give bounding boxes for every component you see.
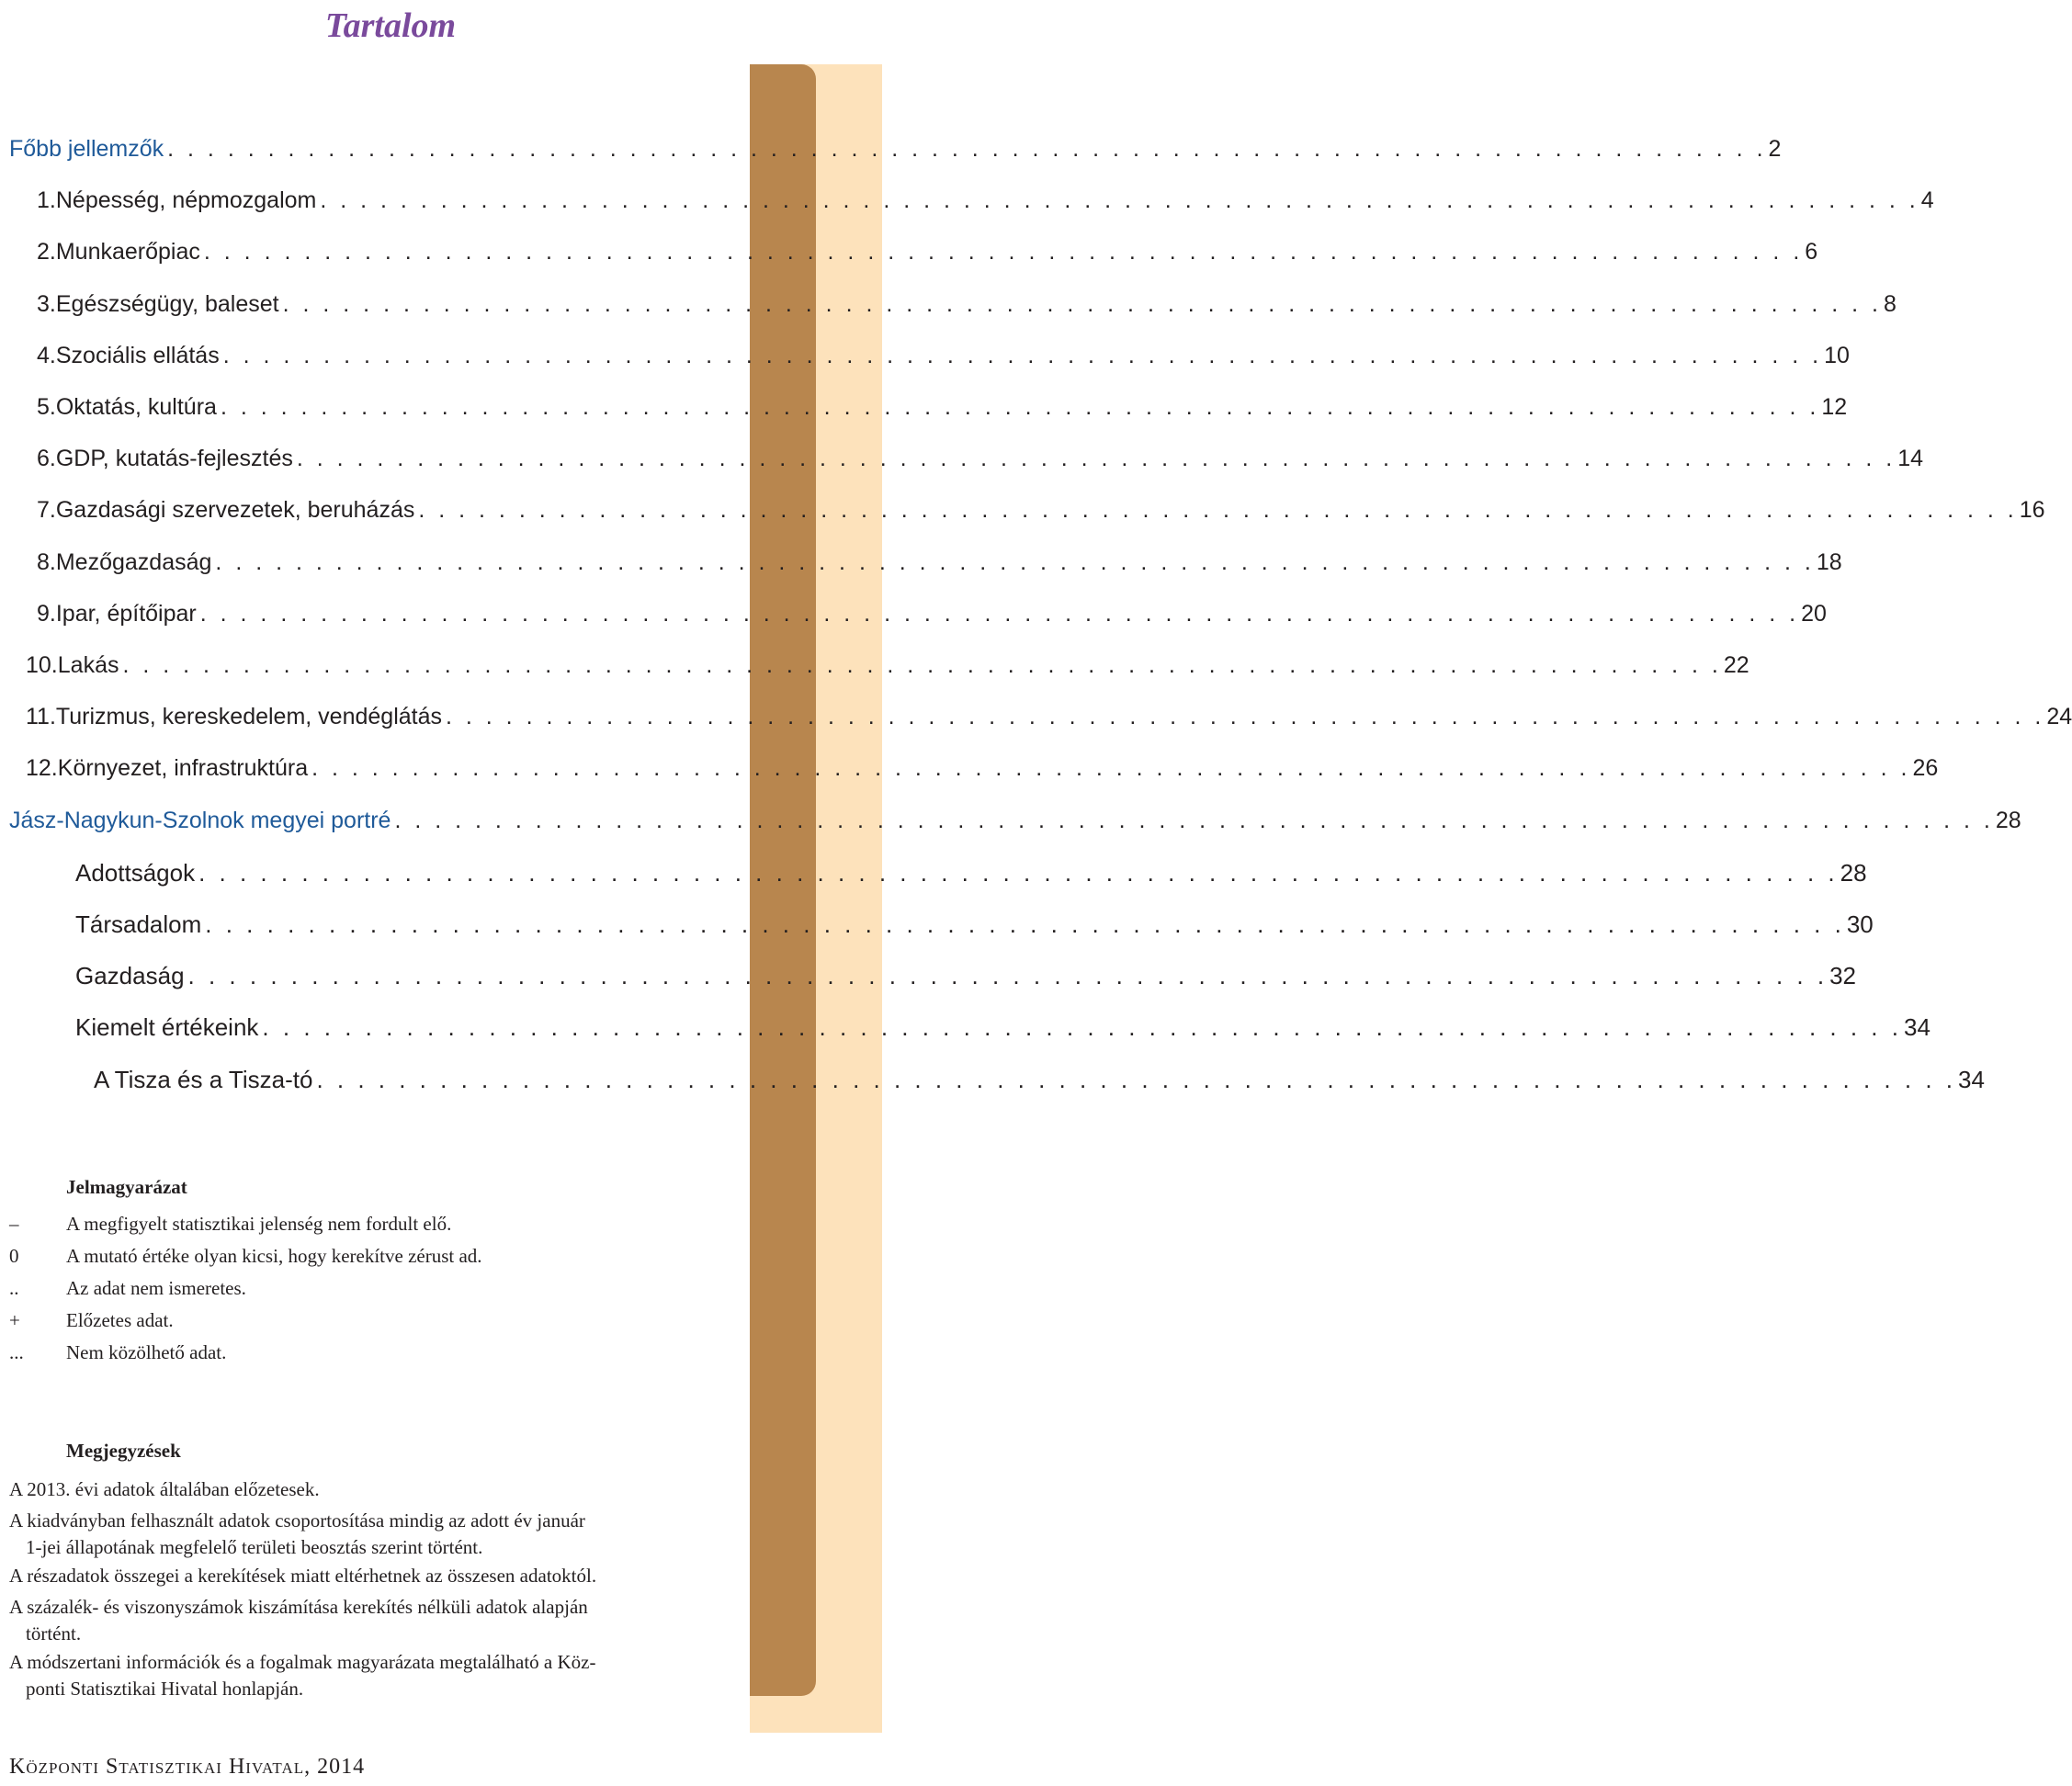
legend-text: Az adat nem ismeretes.	[66, 1277, 246, 1299]
toc-leader-dots: . . . . . . . . . . . . . . . . . . . . . . . . . . . . . . . . . . . . . . . . . . . . . . . . . . . . . . . . . . . . . . . . . . . . . . . . . . . . . . . .	[282, 290, 1882, 317]
legend-text: A megfigyelt statisztikai jelenség nem fordult elő.	[66, 1213, 452, 1235]
toc-entry-label: Főbb jellemzők	[9, 136, 164, 162]
toc-entry-number: 5.	[37, 394, 56, 420]
toc-entry[interactable]	[37, 342, 1850, 369]
note-item	[9, 1476, 708, 1503]
toc-leader-dots: . . . . . . . . . . . . . . . . . . . . . . . . . . . . . . . . . . . . . . . . . . . . . . . . . . . . . . . . . . . . . . . . . . . . . . . . . . . . . . . .	[320, 187, 1919, 214]
toc-leader-dots: . . . . . . . . . . . . . . . . . . . . . . . . . . . . . . . . . . . . . . . . . . . . . . . . . . . . . . . . . . . . . . . . . . . . . . . . . . . . . . . .	[122, 652, 1722, 678]
toc-entry-page: 34	[1903, 1013, 1930, 1042]
legend-text: Előzetes adat.	[66, 1309, 174, 1331]
toc-entry-label: Oktatás, kultúra	[55, 394, 217, 420]
toc-entry[interactable]	[26, 704, 2072, 730]
toc-entry-number: 11.	[26, 704, 56, 730]
toc-leader-dots: . . . . . . . . . . . . . . . . . . . . . . . . . . . . . . . . . . . . . . . . . . . . . . . . . . . . . . . . . . . . . . . . . . . . . . . . . . . . . . . .	[199, 600, 1800, 627]
legend-item	[9, 1341, 226, 1364]
toc-leader-dots: . . . . . . . . . . . . . . . . . . . . . . . . . . . . . . . . . . . . . . . . . . . . . . . . . . . . . . . . . . . . . . . . . . . . . . . . . . . . . . . .	[222, 342, 1823, 368]
toc-entry-page: 2	[1768, 136, 1782, 162]
toc-entry-label: Munkaerőpiac	[55, 239, 200, 266]
toc-leader-dots: . . . . . . . . . . . . . . . . . . . . . . . . . . . . . . . . . . . . . . . . . . . . . . . . . . . . . . . . . . . . . . . . . . . . . . . . . . . . . . . .	[316, 1065, 1956, 1093]
toc-entry[interactable]	[75, 858, 1867, 887]
toc-entry-number: 9.	[37, 600, 56, 627]
note-text: A százalék- és viszonyszámok kiszámítása kerekítés nélküli adatok alapján	[9, 1596, 588, 1618]
toc-entry[interactable]	[75, 962, 1857, 990]
toc-leader-dots: . . . . . . . . . . . . . . . . . . . . . . . . . . . . . . . . . . . . . . . . . . . . . . . . . . . . . . . . . . . . . . . . . . . . . . . . . . . . . . . .	[311, 755, 1911, 782]
toc-leader-dots: . . . . . . . . . . . . . . . . . . . . . . . . . . . . . . . . . . . . . . . . . . . . . . . . . . . . . . . . . . . . . . . . . . . . . . . . . . . . . . . .	[203, 239, 1804, 266]
toc-entry-page: 18	[1816, 548, 1842, 575]
toc-entry[interactable]	[9, 136, 1782, 163]
toc-entry-label: Ipar, építőipar	[55, 600, 197, 627]
toc-entry-page: 32	[1829, 962, 1857, 990]
toc-entry-label: Egészségügy, baleset	[55, 290, 279, 317]
toc-entry[interactable]	[37, 548, 1842, 576]
toc-entry-number: 1.	[37, 187, 56, 214]
toc-entry-number: 3.	[37, 290, 56, 317]
legend-symbol: –	[9, 1213, 19, 1235]
legend-text: Nem közölhető adat.	[66, 1341, 227, 1363]
toc-entry[interactable]	[75, 910, 1874, 939]
toc-entry[interactable]	[37, 239, 1818, 266]
note-text-continued: történt.	[26, 1622, 82, 1645]
note-text: A 2013. évi adatok általában előzetesek.	[9, 1478, 320, 1500]
toc-entry[interactable]	[37, 187, 1934, 214]
toc-leader-dots: . . . . . . . . . . . . . . . . . . . . . . . . . . . . . . . . . . . . . . . . . . . . . . . . . . . . . . . . . . . . . . . . . . . . . . . . . . . . . . . .	[167, 136, 1767, 162]
toc-leader-dots: . . . . . . . . . . . . . . . . . . . . . . . . . . . . . . . . . . . . . . . . . . . . . . . . . . . . . . . . . . . . . . . . . . . . . . . . . . . . . . . .	[262, 1013, 1902, 1042]
legend-item	[9, 1213, 451, 1236]
toc-entry-page: 28	[1995, 807, 2021, 833]
toc-entry-page: 30	[1846, 910, 1874, 938]
toc-entry-page: 8	[1884, 290, 1897, 317]
footer-publisher: Központi Statisztikai Hivatal, 2014	[9, 1755, 366, 1779]
legend-item	[9, 1309, 174, 1332]
toc-entry-label: Adottságok	[75, 858, 196, 887]
legend-item	[9, 1245, 482, 1268]
toc-entry[interactable]	[37, 497, 2045, 524]
toc-leader-dots: . . . . . . . . . . . . . . . . . . . . . . . . . . . . . . . . . . . . . . . . . . . . . . . . . . . . . . . . . . . . . . . . . . . . . . . . . . . . . . . .	[446, 704, 2045, 730]
toc-entry-number: 7.	[37, 497, 56, 524]
toc-entry[interactable]	[9, 807, 2021, 834]
toc-entry-number: 8.	[37, 548, 56, 575]
toc-entry-number: 12.	[26, 755, 58, 782]
legend-title: Jelmagyarázat	[66, 1176, 187, 1198]
toc-leader-dots: . . . . . . . . . . . . . . . . . . . . . . . . . . . . . . . . . . . . . . . . . . . . . . . . . . . . . . . . . . . . . . . . . . . . . . . . . . . . . . . .	[205, 910, 1845, 938]
toc-entry-page: 16	[2019, 497, 2045, 524]
toc-entry-label: Gazdaság	[75, 962, 185, 990]
toc-entry-label: Turizmus, kereskedelem, vendéglátás	[55, 704, 442, 730]
toc-entry-page: 26	[1912, 755, 1939, 782]
toc-entry-label: Népesség, népmozgalom	[55, 187, 317, 214]
toc-entry[interactable]	[37, 446, 1924, 472]
toc-entry-page: 22	[1723, 652, 1749, 678]
note-text: A kiadványban felhasznált adatok csoportosítása mindig az adott év január	[9, 1509, 585, 1532]
toc-entry[interactable]	[37, 394, 1848, 421]
toc-entry-page: 6	[1805, 239, 1818, 266]
toc-entry-page: 34	[1958, 1065, 1985, 1093]
toc-entry-label: GDP, kutatás-fejlesztés	[55, 446, 293, 472]
toc-entry-page: 28	[1840, 858, 1867, 887]
toc-entry-page: 10	[1824, 342, 1850, 368]
toc-entry-number: 6.	[37, 446, 56, 472]
legend-symbol: +	[9, 1309, 20, 1331]
toc-entry[interactable]	[26, 652, 1749, 679]
toc-entry[interactable]	[94, 1065, 1985, 1094]
toc-entry-label: Jász-Nagykun-Szolnok megyei portré	[9, 807, 391, 833]
toc-entry[interactable]	[75, 1013, 1930, 1042]
note-text-continued: ponti Statisztikai Hivatal honlapján.	[26, 1678, 304, 1700]
toc-leader-dots: . . . . . . . . . . . . . . . . . . . . . . . . . . . . . . . . . . . . . . . . . . . . . . . . . . . . . . . . . . . . . . . . . . . . . . . . . . . . . . . .	[215, 548, 1815, 575]
toc-leader-dots: . . . . . . . . . . . . . . . . . . . . . . . . . . . . . . . . . . . . . . . . . . . . . . . . . . . . . . . . . . . . . . . . . . . . . . . . . . . . . . . .	[198, 858, 1839, 887]
note-text-continued: 1-jei állapotának megfelelő területi beosztás szerint történt.	[26, 1536, 483, 1558]
toc-entry-label: Kiemelt értékeink	[75, 1013, 259, 1042]
page-title: Tartalom	[324, 6, 457, 45]
toc-leader-dots: . . . . . . . . . . . . . . . . . . . . . . . . . . . . . . . . . . . . . . . . . . . . . . . . . . . . . . . . . . . . . . . . . . . . . . . . . . . . . . . .	[418, 497, 2018, 524]
toc-leader-dots: . . . . . . . . . . . . . . . . . . . . . . . . . . . . . . . . . . . . . . . . . . . . . . . . . . . . . . . . . . . . . . . . . . . . . . . . . . . . . . . .	[296, 446, 1897, 472]
toc-entry-number: 4.	[37, 342, 56, 368]
toc-entry-label: Társadalom	[75, 910, 202, 938]
toc-entry[interactable]	[37, 290, 1897, 318]
toc-entry-label: Gazdasági szervezetek, beruházás	[55, 497, 415, 524]
toc-leader-dots: . . . . . . . . . . . . . . . . . . . . . . . . . . . . . . . . . . . . . . . . . . . . . . . . . . . . . . . . . . . . . . . . . . . . . . . . . . . . . . . .	[394, 807, 1994, 833]
toc-entry-number: 10.	[26, 652, 58, 678]
toc-entry[interactable]	[37, 600, 1827, 627]
toc-entry-label: Szociális ellátás	[55, 342, 220, 368]
toc-entry-number: 2.	[37, 239, 56, 266]
note-text: A módszertani információk és a fogalmak magyarázata megtalálható a Köz-	[9, 1651, 596, 1673]
legend-symbol: ...	[9, 1341, 24, 1363]
toc-entry-page: 14	[1897, 446, 1924, 472]
toc-entry-label: A Tisza és a Tisza-tó	[94, 1065, 313, 1093]
toc-entry-label: Mezőgazdaság	[55, 548, 212, 575]
legend-item	[9, 1277, 246, 1300]
toc-entry-page: 12	[1821, 394, 1848, 420]
legend-symbol: 0	[9, 1245, 19, 1267]
note-item	[9, 1594, 708, 1647]
legend-symbol: ..	[9, 1277, 19, 1299]
toc-entry-page: 20	[1801, 600, 1827, 627]
toc-entry[interactable]	[26, 755, 1939, 782]
toc-entry-label: Környezet, infrastruktúra	[57, 755, 309, 782]
note-item	[9, 1649, 708, 1702]
toc-entry-page: 24	[2046, 704, 2072, 730]
note-item	[9, 1508, 708, 1561]
toc-leader-dots: . . . . . . . . . . . . . . . . . . . . . . . . . . . . . . . . . . . . . . . . . . . . . . . . . . . . . . . . . . . . . . . . . . . . . . . . . . . . . . . .	[220, 394, 1820, 420]
legend-text: A mutató értéke olyan kicsi, hogy kerekítve zérust ad.	[66, 1245, 482, 1267]
toc-leader-dots: . . . . . . . . . . . . . . . . . . . . . . . . . . . . . . . . . . . . . . . . . . . . . . . . . . . . . . . . . . . . . . . . . . . . . . . . . . . . . . . .	[187, 962, 1829, 990]
toc-entry-label: Lakás	[57, 652, 119, 678]
notes-title: Megjegyzések	[66, 1440, 181, 1462]
toc-entry-page: 4	[1920, 187, 1934, 214]
note-text: A részadatok összegei a kerekítések miatt eltérhetnek az összesen adatoktól.	[9, 1565, 597, 1587]
note-item	[9, 1563, 708, 1589]
